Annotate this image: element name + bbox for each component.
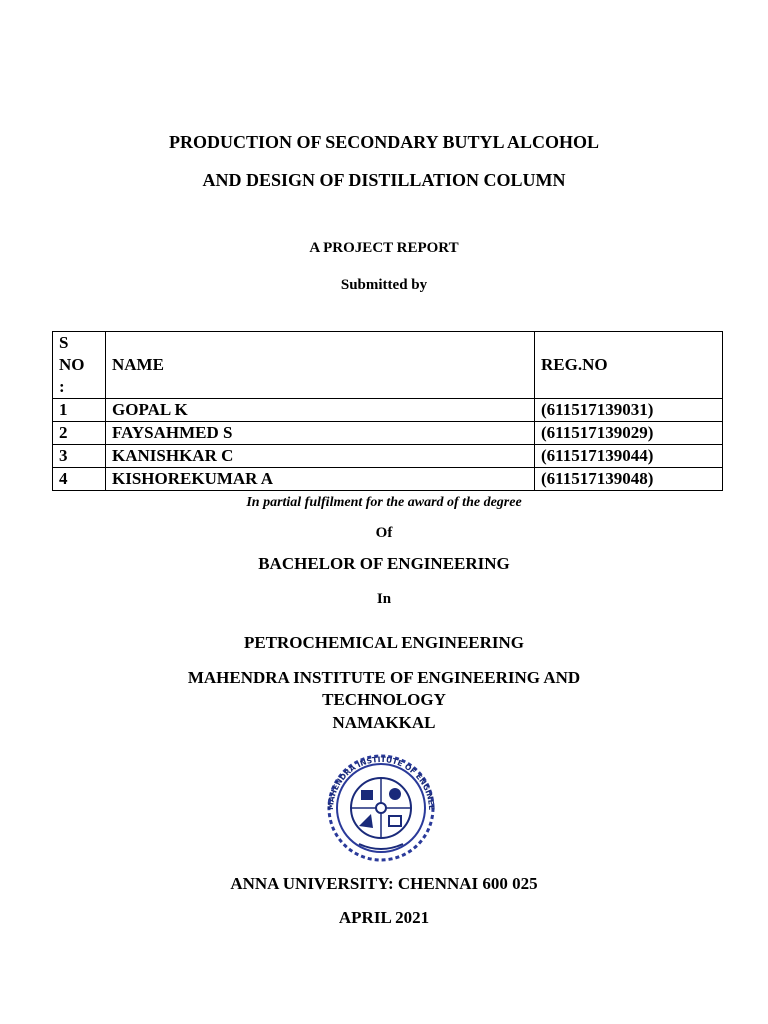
row-sno: 2 bbox=[53, 422, 106, 445]
row-regno: (611517139031) bbox=[535, 399, 723, 422]
institute-line-3: NAMAKKAL bbox=[332, 713, 436, 732]
row-name: GOPAL K bbox=[106, 399, 535, 422]
institute-line-2: TECHNOLOGY bbox=[322, 690, 446, 709]
department: PETROCHEMICAL ENGINEERING bbox=[243, 633, 525, 652]
title-line-1: PRODUCTION OF SECONDARY BUTYL ALCOHOL bbox=[168, 132, 600, 152]
degree: BACHELOR OF ENGINEERING bbox=[258, 554, 510, 573]
row-regno: (611517139044) bbox=[535, 445, 723, 468]
of-label: Of bbox=[375, 525, 393, 541]
header-sno-line: : bbox=[59, 377, 65, 396]
header-name: NAME bbox=[106, 332, 535, 399]
in-label: In bbox=[376, 591, 392, 607]
row-regno: (611517139029) bbox=[535, 422, 723, 445]
table-row bbox=[53, 399, 723, 422]
table-header-row bbox=[53, 332, 723, 399]
row-name: FAYSAHMED S bbox=[106, 422, 535, 445]
row-sno: 3 bbox=[53, 445, 106, 468]
header-sno bbox=[53, 332, 106, 399]
institute-logo bbox=[319, 748, 443, 862]
submitted-by: Submitted by bbox=[340, 277, 428, 293]
row-sno: 4 bbox=[53, 468, 106, 491]
header-sno-line: S bbox=[59, 333, 69, 352]
row-regno: (611517139048) bbox=[535, 468, 723, 491]
report-label: A PROJECT REPORT bbox=[309, 240, 459, 256]
fulfilment-note: In partial fulfilment for the award of the degree bbox=[246, 495, 522, 510]
date: APRIL 2021 bbox=[338, 908, 430, 927]
row-sno: 1 bbox=[53, 399, 106, 422]
members-table bbox=[52, 331, 723, 491]
table-row bbox=[53, 445, 723, 468]
header-sno-line: NO bbox=[59, 355, 85, 374]
row-name: KANISHKAR C bbox=[106, 445, 535, 468]
logo-ring-text: MAHENDRA INSTITUTE OF ENGINEE bbox=[325, 754, 437, 811]
seal-icon bbox=[319, 748, 443, 862]
row-name: KISHOREKUMAR A bbox=[106, 468, 535, 491]
header-regno: REG.NO bbox=[535, 332, 723, 399]
table-row bbox=[53, 468, 723, 491]
institute-line-1: MAHENDRA INSTITUTE OF ENGINEERING AND bbox=[187, 668, 581, 687]
university: ANNA UNIVERSITY: CHENNAI 600 025 bbox=[230, 874, 538, 893]
title-line-2: AND DESIGN OF DISTILLATION COLUMN bbox=[202, 170, 566, 190]
table-row bbox=[53, 422, 723, 445]
